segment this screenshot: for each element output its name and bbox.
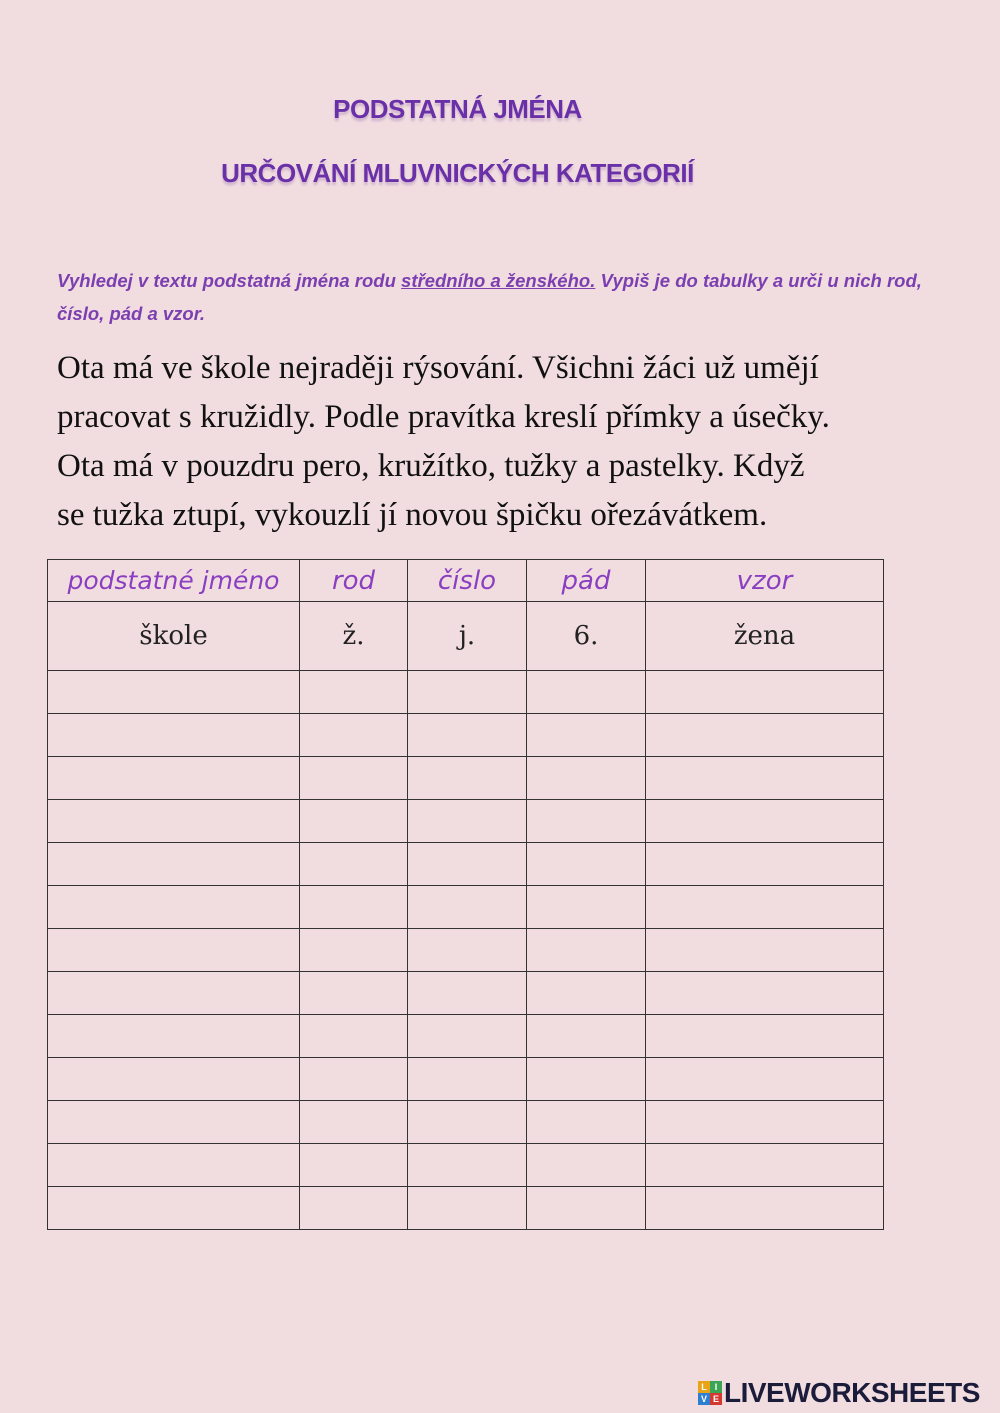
answer-cell[interactable] (408, 1058, 527, 1101)
table-row (48, 843, 884, 886)
answer-cell[interactable] (646, 671, 884, 714)
answer-cell[interactable] (408, 1187, 527, 1230)
answer-cell[interactable] (300, 886, 408, 929)
table-row (48, 671, 884, 714)
answer-cell[interactable] (48, 714, 300, 757)
answer-cell[interactable] (48, 1101, 300, 1144)
answer-cell[interactable] (527, 1101, 646, 1144)
answer-cell[interactable] (527, 714, 646, 757)
header-gender: rod (300, 560, 408, 602)
answer-cell[interactable] (408, 800, 527, 843)
text-line: se tužka ztupí, vykouzlí jí novou špičku ořezávátkem. (57, 497, 768, 533)
liveworksheets-logo (698, 1377, 980, 1409)
answer-cell[interactable] (300, 843, 408, 886)
answer-cell[interactable] (527, 886, 646, 929)
brand-text: LIVEWORKSHEETS (724, 1377, 980, 1408)
answer-cell[interactable] (527, 1187, 646, 1230)
example-noun: škole (48, 602, 300, 671)
answer-cell[interactable] (646, 1187, 884, 1230)
worksheet-subtitle: URČOVÁNÍ MLUVNICKÝCH KATEGORIÍ (221, 158, 694, 188)
header-case: pád (527, 560, 646, 602)
answer-cell[interactable] (527, 1144, 646, 1187)
answer-cell[interactable] (646, 1015, 884, 1058)
answer-cell[interactable] (527, 757, 646, 800)
answer-cell[interactable] (527, 1015, 646, 1058)
answer-cell[interactable] (646, 757, 884, 800)
example-pattern: žena (646, 602, 884, 671)
table-row (48, 757, 884, 800)
answer-cell[interactable] (408, 972, 527, 1015)
answer-cell[interactable] (408, 929, 527, 972)
instruction-part2: Vypiš je do tabulky a urči u nich rod, číslo, pád a vzor. (57, 270, 922, 324)
answer-cell[interactable] (527, 671, 646, 714)
answer-cell[interactable] (48, 1058, 300, 1101)
answer-cell[interactable] (300, 671, 408, 714)
answer-cell[interactable] (408, 843, 527, 886)
answer-cell[interactable] (408, 671, 527, 714)
answer-cell[interactable] (300, 929, 408, 972)
answer-table (47, 559, 884, 1230)
answer-cell[interactable] (300, 1144, 408, 1187)
answer-cell[interactable] (527, 1058, 646, 1101)
table-row (48, 1187, 884, 1230)
answer-cell[interactable] (646, 800, 884, 843)
answer-cell[interactable] (646, 972, 884, 1015)
answer-cell[interactable] (48, 972, 300, 1015)
answer-cell[interactable] (48, 929, 300, 972)
table-row (48, 1144, 884, 1187)
text-line: pracovat s kružidly. Podle pravítka kreslí přímky a úsečky. (57, 399, 830, 435)
answer-cell[interactable] (646, 886, 884, 929)
instruction-part1: Vyhledej v textu podstatná jména rodu (57, 270, 402, 291)
answer-cell[interactable] (527, 800, 646, 843)
instruction-underlined: středního a ženského. (401, 270, 596, 291)
example-gender: ž. (300, 602, 408, 671)
table-row-example (48, 602, 884, 671)
answer-cell[interactable] (408, 1101, 527, 1144)
header-number: číslo (408, 560, 527, 602)
table-row (48, 929, 884, 972)
answer-cell[interactable] (48, 886, 300, 929)
table-row (48, 1101, 884, 1144)
answer-cell[interactable] (646, 1058, 884, 1101)
answer-cell[interactable] (48, 757, 300, 800)
table-row (48, 714, 884, 757)
answer-cell[interactable] (527, 972, 646, 1015)
instruction-text (57, 264, 957, 330)
answer-cell[interactable] (646, 1101, 884, 1144)
answer-cell[interactable] (300, 714, 408, 757)
answer-cell[interactable] (408, 886, 527, 929)
answer-cell[interactable] (300, 1058, 408, 1101)
answer-cell[interactable] (300, 1187, 408, 1230)
table-header-row (48, 560, 884, 602)
answer-cell[interactable] (408, 714, 527, 757)
table-row (48, 800, 884, 843)
answer-cell[interactable] (646, 1144, 884, 1187)
answer-cell[interactable] (48, 1015, 300, 1058)
table-row (48, 886, 884, 929)
answer-cell[interactable] (300, 1015, 408, 1058)
liveworksheets-icon: L I V E (698, 1381, 722, 1405)
table-row (48, 972, 884, 1015)
answer-cell[interactable] (300, 757, 408, 800)
answer-cell[interactable] (300, 1101, 408, 1144)
header-noun: podstatné jméno (48, 560, 300, 602)
answer-cell[interactable] (408, 1144, 527, 1187)
header-pattern: vzor (646, 560, 884, 602)
answer-cell[interactable] (48, 1187, 300, 1230)
answer-cell[interactable] (48, 843, 300, 886)
reading-text (57, 344, 957, 540)
answer-cell[interactable] (48, 800, 300, 843)
answer-cell[interactable] (646, 714, 884, 757)
example-number: j. (408, 602, 527, 671)
answer-cell[interactable] (408, 757, 527, 800)
answer-cell[interactable] (48, 671, 300, 714)
answer-cell[interactable] (300, 800, 408, 843)
answer-cell[interactable] (408, 1015, 527, 1058)
answer-cell[interactable] (527, 929, 646, 972)
table-row (48, 1015, 884, 1058)
answer-cell[interactable] (646, 929, 884, 972)
example-case: 6. (527, 602, 646, 671)
answer-cell[interactable] (300, 972, 408, 1015)
table-row (48, 1058, 884, 1101)
text-line: Ota má v pouzdru pero, kružítko, tužky a pastelky. Když (57, 448, 805, 484)
answer-cell[interactable] (48, 1144, 300, 1187)
answer-cell[interactable] (646, 843, 884, 886)
worksheet-title: PODSTATNÁ JMÉNA (333, 94, 582, 124)
text-line: Ota má ve škole nejraději rýsování. Všichni žáci už umějí (57, 350, 819, 386)
answer-cell[interactable] (527, 843, 646, 886)
